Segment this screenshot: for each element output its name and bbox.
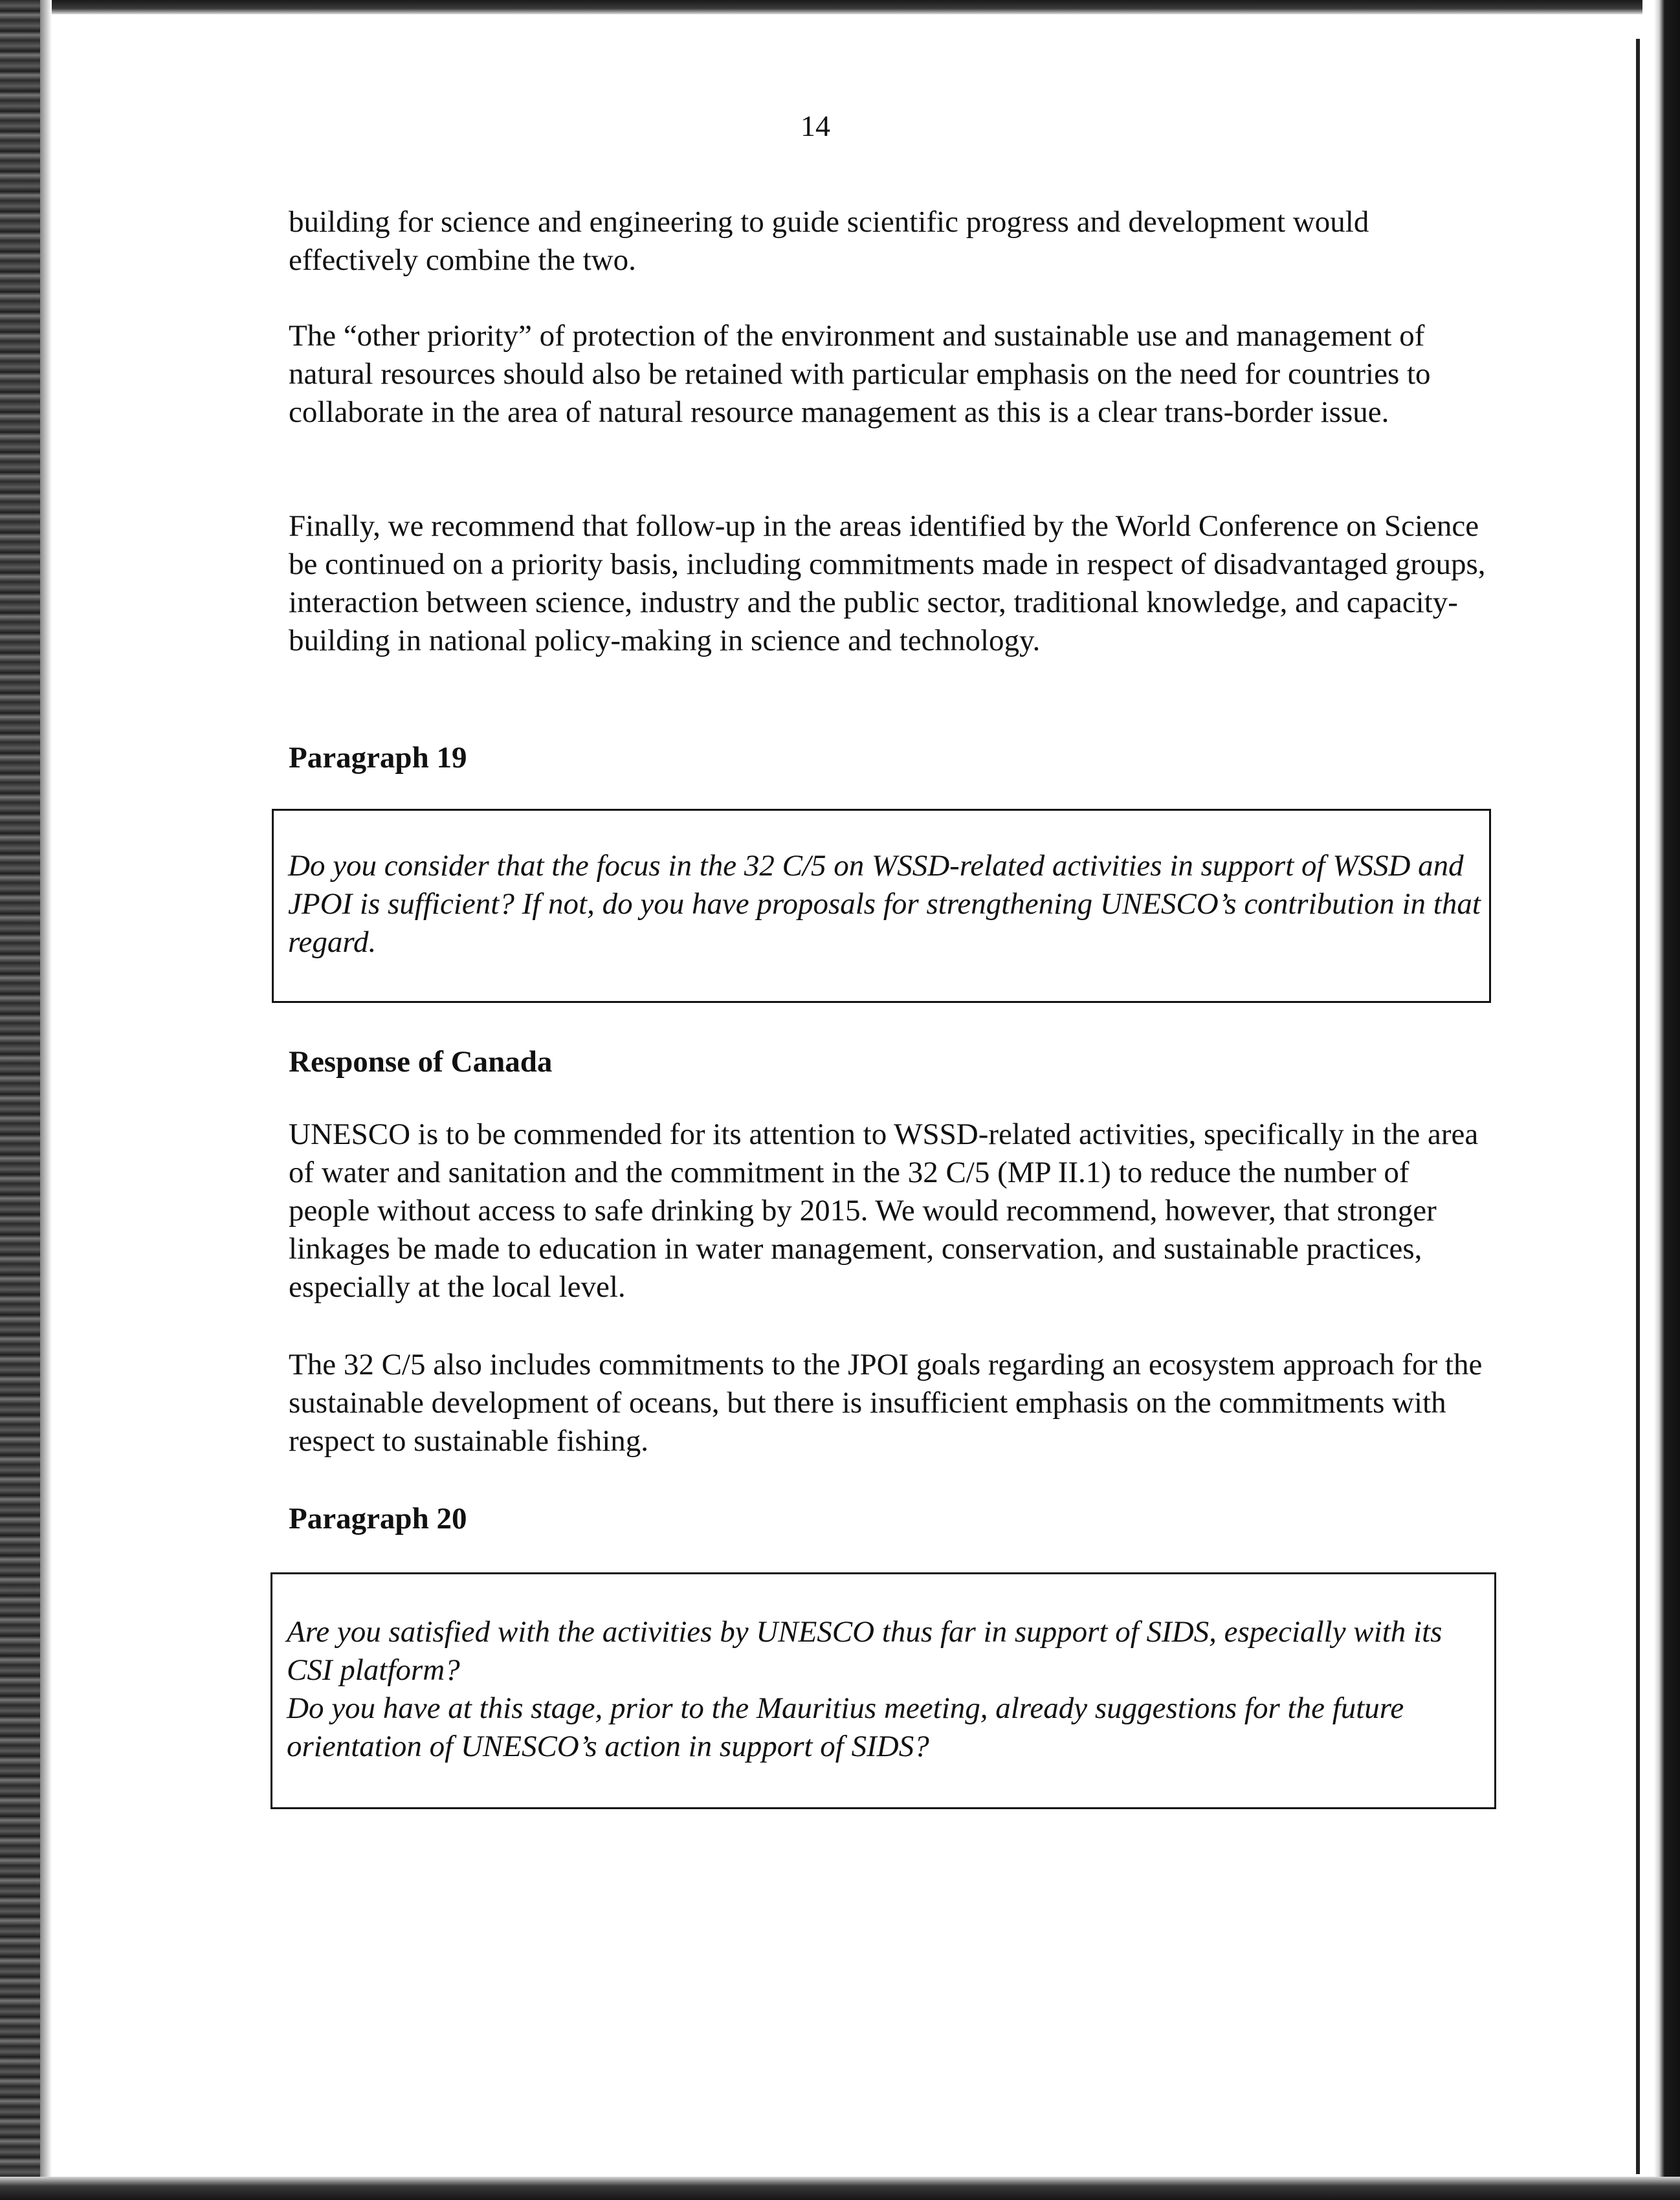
body-paragraph-4: UNESCO is to be commended for its attention to WSSD-related activities, specifically in the area of water and sanitation and the commitment in the 32 C/5 (MP II.1) to reduce the number of people without access to safe drinking by 2015. We would recommend, however, that stronger linkages be made to education in water management, conservation, and sustainable practices, especially at the local level. [289, 1117, 1479, 1304]
question-box-19 [272, 809, 1491, 1003]
scan-edge-left-fade [40, 0, 52, 2200]
body-paragraph-2: The “other priority” of protection of the environment and sustainable use and management of natural resources should also be retained with particular emphasis on the need for countries to collaborate in the area of natural resource management as this is a clear trans-border issue. [289, 319, 1431, 429]
question-20-line-2: Do you have at this stage, prior to the Mauritius meeting, already suggestions for the future orientation of UNESCO’s action in support of SIDS? [287, 1691, 1404, 1763]
question-19-text: Do you consider that the focus in the 32 C/5 on WSSD-related activities in support of WSSD and JPOI is sufficient? If not, do you have proposals for strengthening UNESCO’s contribution in that regard. [288, 849, 1481, 959]
heading-paragraph-19: Paragraph 19 [289, 741, 467, 775]
body-paragraph-1: building for science and engineering to guide scientific progress and development would effectively combine the two. [289, 205, 1369, 277]
heading-response-canada: Response of Canada [289, 1045, 553, 1079]
scan-edge-right-line [1636, 39, 1640, 2174]
scan-edge-right [1642, 0, 1680, 2200]
question-20-text [287, 1613, 1490, 1766]
body-paragraph-5: The 32 C/5 also includes commitments to the JPOI goals regarding an ecosystem approach for the sustainable development of oceans, but there is insufficient emphasis on the commitments with respect to sustainable fishing. [289, 1348, 1483, 1458]
question-20-line-1: Are you satisfied with the activities by UNESCO thus far in support of SIDS, especially with its CSI platform? [287, 1615, 1442, 1687]
heading-paragraph-20: Paragraph 20 [289, 1502, 467, 1535]
body-paragraph-3: Finally, we recommend that follow-up in the areas identified by the World Conference on Science be continued on a priority basis, including commitments made in respect of disadvantaged groups, interaction between science, industry and the public sector, traditional knowledge, and capacity-building in national policy-making in science and technology. [289, 509, 1486, 657]
page-number: 14 [801, 109, 830, 142]
scan-edge-bottom [0, 2177, 1680, 2200]
scan-edge-top [0, 0, 1680, 14]
scan-edge-left [0, 0, 40, 2200]
question-box-20 [271, 1572, 1496, 1809]
